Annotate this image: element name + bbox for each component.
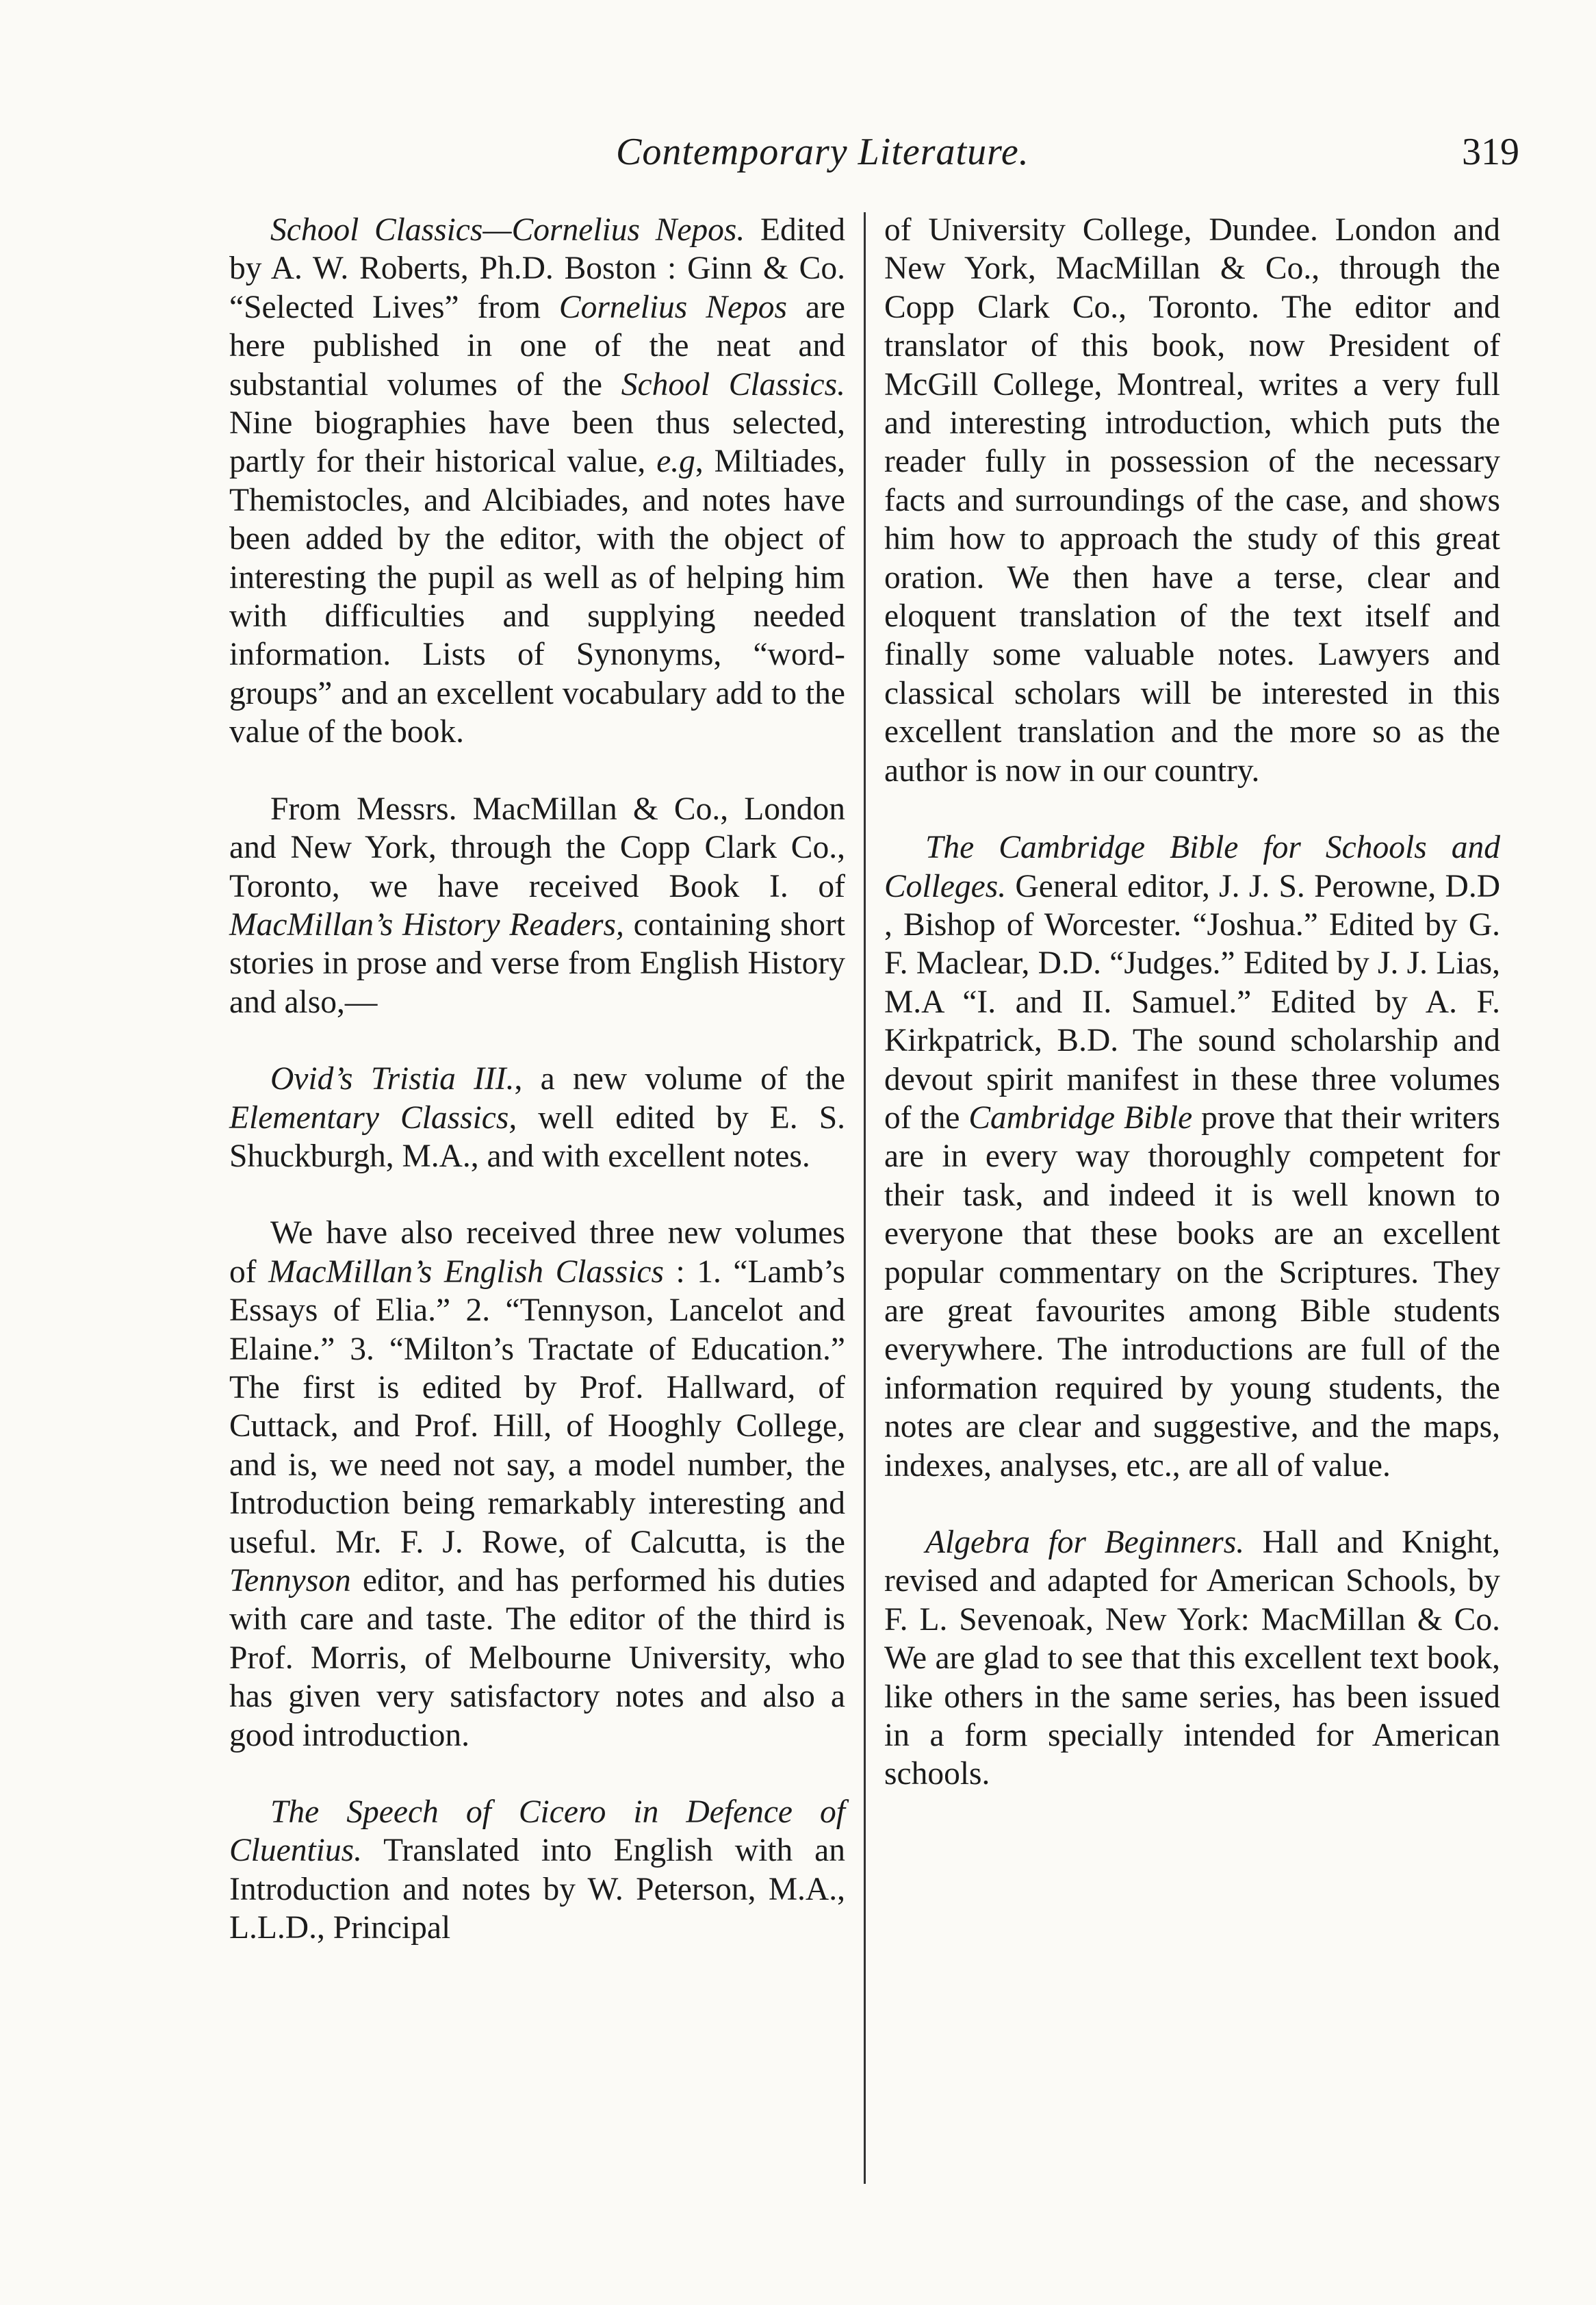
page-header bbox=[616, 130, 1519, 178]
review-history-readers: From Messrs. MacMillan & Co., London and New York, through the Copp Clark Co., Toronto, we have received Book I. of MacMillan’s History Readers, containing short stories in prose and verse from English History and also,— bbox=[229, 791, 845, 1020]
review-ovids-tristia: Ovid’s Tristia III., a new volume of the Elementary Classics, well edited by E. S. Shuckburgh, M.A., and with excellent notes. bbox=[229, 1061, 846, 1174]
page-number: 319 bbox=[1462, 131, 1519, 173]
review-school-classics-nepos: School Classics—Cornelius Nepos. Edited by A. W. Roberts, Ph.D. Boston : Ginn & Co. “Selected Lives” from Cornelius Nepos are here published in one of the neat and substantial volumes of the School Classics. Nine biographies have been thus selected, partly for their historical value, e.g, Miltiades, Themistocles, and Alcibiades, and notes have been added by the editor, with the object of interesting the pupil as well as of helping him with difficulties and supplying needed information. Lists of Synonyms, “word-groups” and an excellent vocabulary add to the value of the book. bbox=[229, 212, 846, 750]
right-column bbox=[884, 211, 1500, 1832]
running-title: Contemporary Literature. bbox=[616, 131, 1029, 173]
review-title: School Classics—Cornelius Nepos. bbox=[270, 212, 745, 248]
left-column bbox=[229, 211, 845, 1986]
review-cicero-cluentius-continued: of University College, Dundee. London and New York, MacMillan & Co., through the Copp Clark Co., Toronto. The editor and translator of this book, now President of McGill College, Montreal, writes a very full and interesting introduction, which puts the reader fully in possession of the necessary facts and surroundings of the case, and shows him how to approach the study of this great oration. We then have a terse, clear and eloquent translation of the text itself and finally some valuable notes. Lawyers and classical scholars will be interested in this excellent translation and the more so as the author is now in our country. bbox=[884, 212, 1500, 789]
review-algebra-for-beginners: Algebra for Beginners. Hall and Knight, revised and adapted for American Schools, by F. L. Sevenoak, New York: MacMillan & Co. We are glad to see that this excellent text book, like others in the same series, has been issued in a form specially intended for American schools. bbox=[884, 1525, 1501, 1792]
review-cambridge-bible: The Cambridge Bible for Schools and Colleges. General editor, J. J. S. Perowne, D.D , Bishop of Worcester. “Joshua.” Edited by G. F. Maclear, D.D. “Judges.” Edited by J. J. Lias, M.A “I. and II. Samuel.” Edited by A. F. Kirkpatrick, B.D. The sound scholarship and devout spirit manifest in these three volumes of the Cambridge Bible prove that their writers are in every way thoroughly competent for their task, and indeed it is well known to everyone that these books are an excellent popular commentary on the Scriptures. They are great favourites among Bible students everywhere. The introductions are full of the information required by young students, the notes are clear and suggestive, and the maps, indexes, analyses, etc., are all of value. bbox=[884, 830, 1500, 1483]
review-cicero-cluentius: The Speech of Cicero in Defence of Cluentius. Translated into English with an Introduction and notes by W. Peterson, M.A., L.L.D., Principal bbox=[229, 1794, 845, 1946]
column-divider bbox=[864, 212, 866, 2184]
review-english-classics: We have also received three new volumes of MacMillan’s English Classics : 1. “Lamb’s Essays of Elia.” 2. “Tennyson, Lancelot and Elaine.” 3. “Milton’s Tractate of Education.” The first is edited by Prof. Hallward, of Cuttack, and Prof. Hill, of Hooghly College, and is, we need not say, a model number, the Introduction being remarkably interesting and useful. Mr. F. J. Rowe, of Calcutta, is the Tennyson editor, and has performed his duties with care and taste. The editor of the third is Prof. Morris, of Melbourne University, who has given very satisfactory notes and also a good introduction. bbox=[229, 1215, 845, 1753]
